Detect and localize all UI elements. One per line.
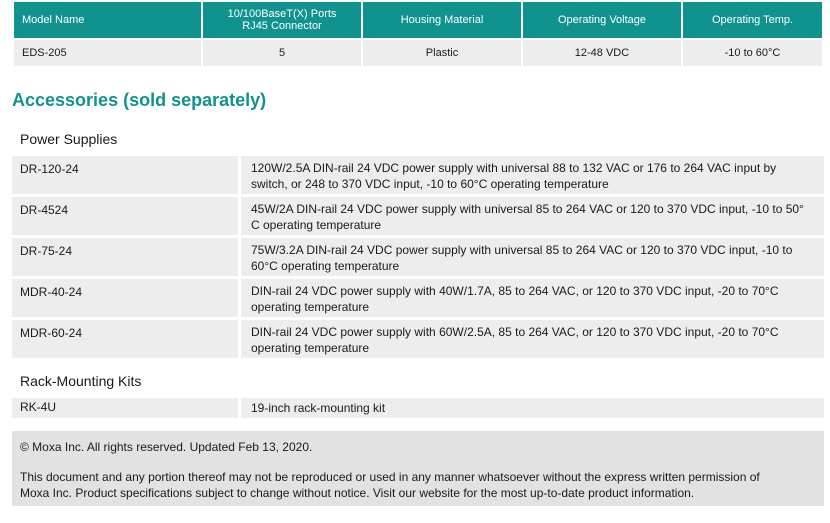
desc-line2: operating temperature (251, 300, 370, 314)
accessory-model: MDR-60-24 (12, 320, 238, 358)
accessory-model: DR-120-24 (12, 156, 238, 194)
header-voltage: Operating Voltage (523, 2, 681, 38)
rack-kits-title: Rack-Mounting Kits (20, 373, 142, 389)
accessory-model: DR-75-24 (12, 238, 238, 276)
desc-line2: switch, or 248 to 370 VDC input, -10 to 60°C operating temperature (251, 177, 609, 191)
desc-line1: 120W/2.5A DIN-rail 24 VDC power supply with universal 88 to 132 VAC or 176 to 264 VAC input by (251, 161, 777, 175)
list-item (12, 320, 824, 358)
header-ports-line1: 10/100BaseT(X) Ports (227, 8, 337, 20)
cell-housing: Plastic (363, 40, 521, 66)
ordering-table (12, 0, 824, 68)
desc-line1: DIN-rail 24 VDC power supply with 60W/2.5A, 85 to 264 VAC, or 120 to 370 VDC input, -20 to 70°C (251, 325, 779, 339)
list-item (12, 156, 824, 194)
list-item (12, 238, 824, 276)
header-housing: Housing Material (363, 2, 521, 38)
power-supplies-table (12, 156, 824, 361)
desc-line1: 45W/2A DIN-rail 24 VDC power supply with universal 85 to 264 VAC or 120 to 370 VDC input, -10 to 50° (251, 202, 804, 216)
list-item (12, 279, 824, 317)
footer (12, 431, 824, 506)
table-row (14, 40, 822, 66)
cell-voltage: 12-48 VDC (523, 40, 681, 66)
accessory-description (241, 197, 824, 235)
accessory-description (241, 279, 824, 317)
legal-line2: Moxa Inc. Product specifications subject to change without notice. Visit our website for the most up-to-date product information. (20, 486, 695, 500)
cell-temp: -10 to 60°C (683, 40, 822, 66)
accessories-title: Accessories (sold separately) (12, 90, 267, 110)
accessory-description (241, 238, 824, 276)
desc-line1: 75W/3.2A DIN-rail 24 VDC power supply with universal 85 to 264 VAC or 120 to 370 VDC input, -10 to (251, 243, 793, 257)
desc-line2: C operating temperature (251, 218, 382, 232)
rack-kits-table (12, 398, 824, 421)
legal-line1: This document and any portion thereof may not be reproduced or used in any manner whatsoever without the express written permission of (20, 470, 760, 484)
desc-line2: 60°C operating temperature (251, 259, 400, 273)
accessory-description (241, 156, 824, 194)
cell-ports: 5 (203, 40, 361, 66)
header-ports-line2: RJ45 Connector (242, 20, 322, 32)
desc-line1: DIN-rail 24 VDC power supply with 40W/1.7A, 85 to 264 VAC, or 120 to 370 VDC input, -20 to 70°C (251, 284, 779, 298)
accessory-model: RK-4U (12, 398, 238, 418)
header-temp: Operating Temp. (683, 2, 822, 38)
header-ports (203, 2, 361, 38)
table-header-row (14, 2, 822, 38)
accessory-description (241, 320, 824, 358)
header-model-name: Model Name (14, 2, 201, 38)
power-supplies-title: Power Supplies (20, 131, 118, 147)
cell-model-name: EDS-205 (14, 40, 201, 66)
desc-line2: operating temperature (251, 341, 370, 355)
list-item (12, 197, 824, 235)
copyright-text: © Moxa Inc. All rights reserved. Updated Feb 13, 2020. (20, 440, 313, 454)
legal-text (20, 469, 816, 501)
list-item (12, 398, 824, 418)
accessory-model: DR-4524 (12, 197, 238, 235)
accessory-description: 19-inch rack-mounting kit (241, 398, 824, 418)
accessory-model: MDR-40-24 (12, 279, 238, 317)
